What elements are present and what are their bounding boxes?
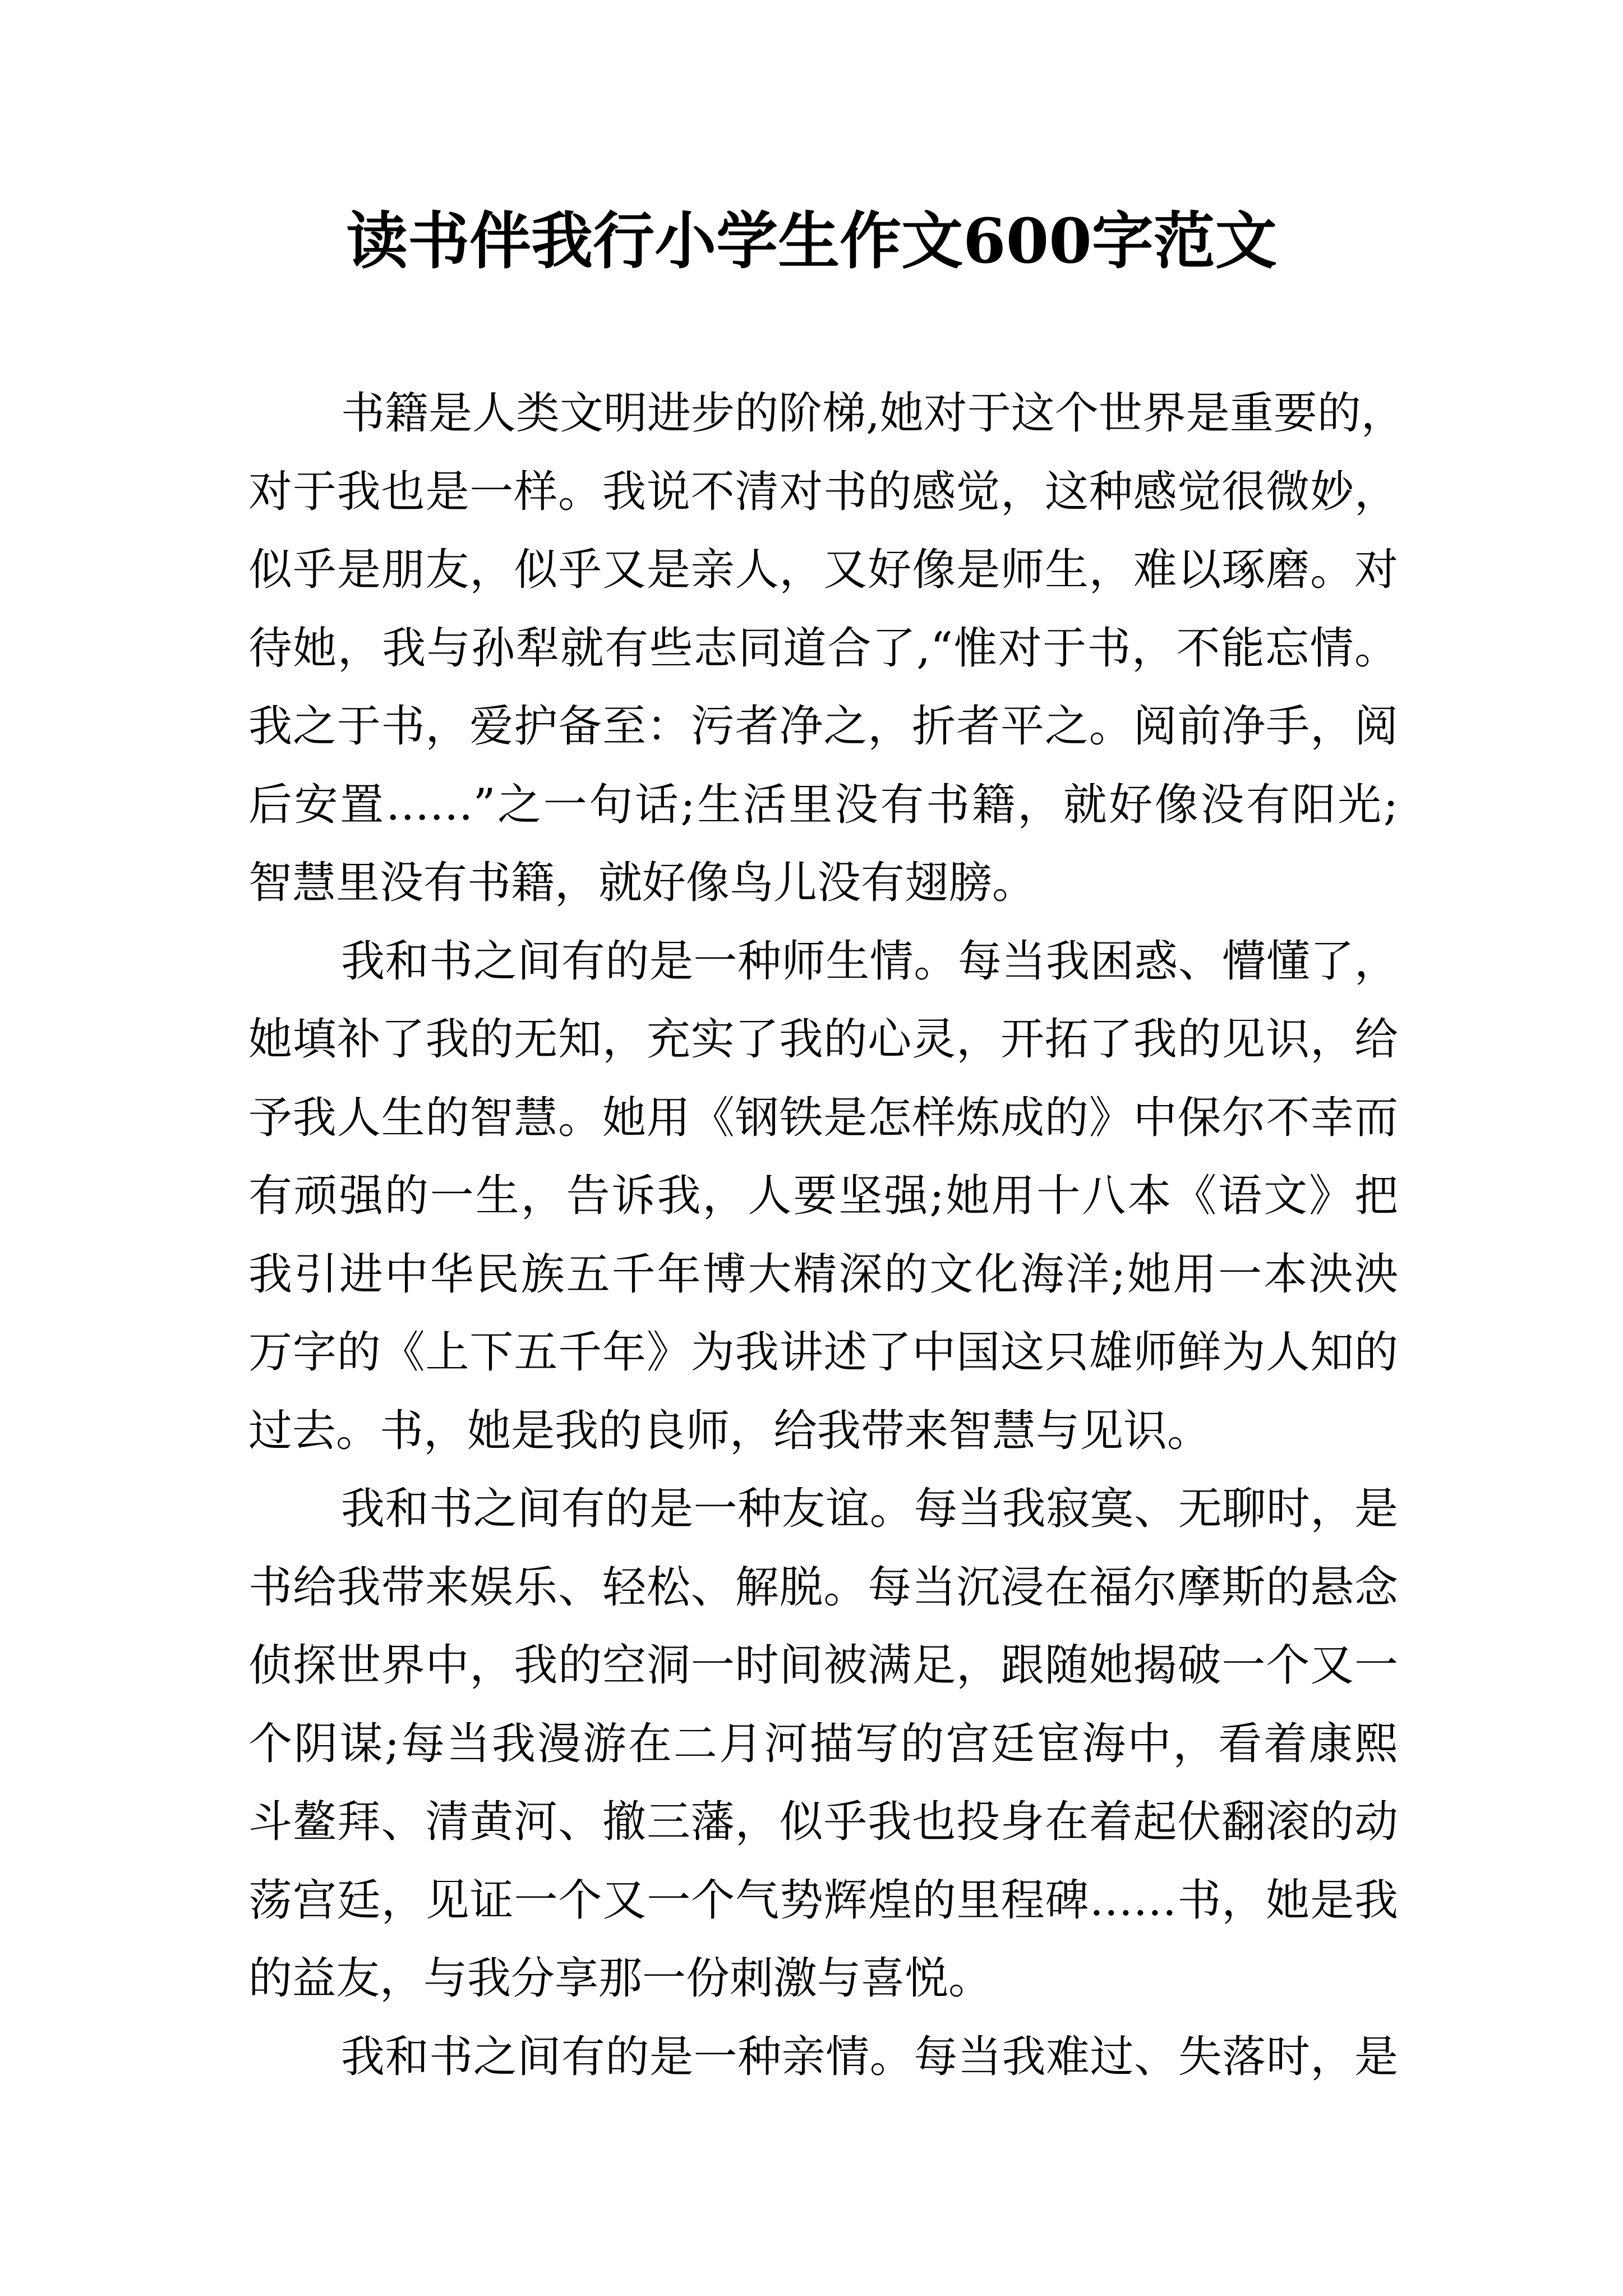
text-line: 我引进中华民族五千年博大精深的文化海洋;她用一本泱泱 — [248, 1249, 1398, 1300]
text-line: 斗鳌拜、清黄河、撤三藩，似乎我也投身在着起伏翻滚的动 — [248, 1797, 1398, 1847]
text-line: 我之于书，爱护备至：污者净之，折者平之。阅前净手，阅 — [248, 701, 1398, 752]
text-line: 我和书之间有的是一种友谊。每当我寂寞、无聊时，是 — [341, 1484, 1398, 1534]
text-line: 对于我也是一样。我说不清对书的感觉，这种感觉很微妙， — [248, 466, 1398, 517]
text-line: 过去。书，她是我的良师，给我带来智慧与见识。 — [248, 1405, 1211, 1456]
text-line: 智慧里没有书籍，就好像鸟儿没有翅膀。 — [248, 858, 1036, 908]
text-line: 个阴谋;每当我漫游在二月河描写的宫廷宦海中，看着康熙 — [248, 1718, 1398, 1769]
paragraph-3 — [248, 1470, 1398, 2018]
text-line: 待她，我与孙犁就有些志同道合了,“惟对于书，不能忘情。 — [248, 623, 1398, 674]
text-line: 书籍是人类文明进步的阶梯,她对于这个世界是重要的， — [341, 388, 1405, 439]
paragraph-1 — [248, 375, 1405, 923]
text-line: 万字的《上下五千年》为我讲述了中国这只雄师鲜为人知的 — [248, 1327, 1398, 1378]
text-line: 有顽强的一生，告诉我，人要坚强;她用十八本《语文》把 — [248, 1171, 1398, 1221]
text-line: 我和书之间有的是一种师生情。每当我困惑、懵懂了， — [341, 936, 1398, 987]
text-line: 侦探世界中，我的空洞一时间被满足，跟随她揭破一个又一 — [248, 1640, 1398, 1691]
text-line: 我和书之间有的是一种亲情。每当我难过、失落时，是 — [341, 2031, 1398, 2082]
text-line: 她填补了我的无知，充实了我的心灵，开拓了我的见识，给 — [248, 1014, 1398, 1065]
text-line: 予我人生的智慧。她用《钢铁是怎样炼成的》中保尔不幸而 — [248, 1092, 1398, 1143]
text-line: 书给我带来娱乐、轻松、解脱。每当沉浸在福尔摩斯的悬念 — [248, 1562, 1398, 1613]
paragraph-4 — [248, 2018, 1398, 2097]
document-body — [248, 375, 1405, 2096]
text-line: 似乎是朋友，似乎又是亲人，又好像是师生，难以琢磨。对 — [248, 545, 1398, 595]
text-line: 的益友，与我分享那一份刺激与喜悦。 — [248, 1953, 993, 2004]
text-line: 荡宫廷，见证一个又一个气势辉煌的里程碑……书，她是我 — [248, 1875, 1398, 1926]
document-title: 读书伴我行小学生作文600字范文 — [346, 205, 1277, 277]
text-line: 后安置……”之一句话;生活里没有书籍，就好像没有阳光; — [248, 779, 1398, 830]
paragraph-2 — [248, 923, 1398, 1471]
